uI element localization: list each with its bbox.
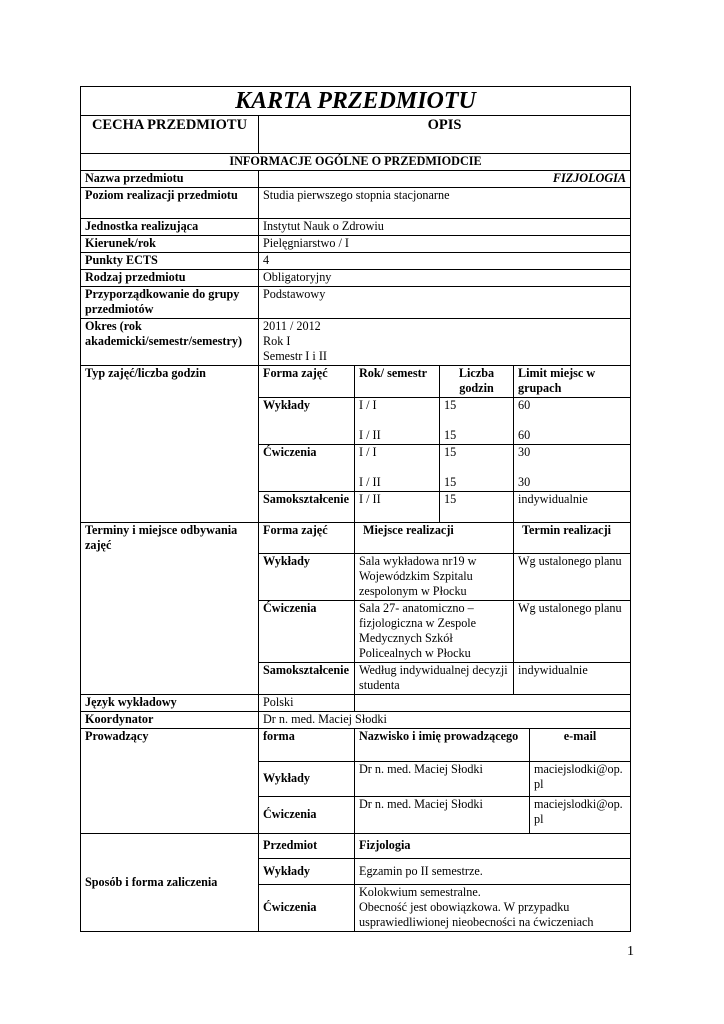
schedule-lectures-place: Sala wykładowa nr19 w Wojewódzkim Szpitalu zespolonym w Płocku — [355, 554, 514, 601]
unit-label: Jednostka realizująca — [81, 219, 259, 236]
language-label: Język wykładowy — [81, 695, 259, 712]
assessment-lectures-value: Egzamin po II semestrze. — [355, 859, 631, 885]
teachers-label: Prowadzący — [81, 729, 259, 834]
type-label: Rodzaj przedmiotu — [81, 270, 259, 287]
teachers-lectures-name: Dr n. med. Maciej Słodki — [355, 762, 530, 797]
assessment-label: Sposób i forma zaliczenia — [81, 834, 259, 932]
schedule-exercises-form: Ćwiczenia — [259, 601, 355, 663]
hours-exercises-year: I / I I / II — [355, 445, 440, 492]
page-number: 1 — [627, 944, 634, 959]
language-value: Polski — [259, 695, 355, 712]
teachers-header-form: forma — [259, 729, 355, 762]
type-value: Obligatoryjny — [259, 270, 631, 287]
schedule-self-term: indywidualnie — [514, 663, 631, 695]
hours-lectures-limit: 60 60 — [514, 398, 631, 445]
period-value — [259, 319, 631, 366]
assessment-exercises-line-2: Obecność jest obowiązkowa. W przypadku usprawiedliwionej nieobecności na ćwiczeniach — [359, 900, 594, 929]
period-label: Okres (rok akademicki/semestr/semestry) — [81, 319, 259, 366]
teachers-lectures-form: Wykłady — [259, 762, 355, 797]
teachers-exercises-form: Ćwiczenia — [259, 797, 355, 834]
page-title: KARTA PRZEDMIOTU — [81, 87, 631, 116]
assessment-exercises-value — [355, 885, 631, 932]
direction-value: Pielęgniarstwo / I — [259, 236, 631, 253]
schedule-self-place: Według indywidualnej decyzji studenta — [355, 663, 514, 695]
hours-lectures-count: 15 15 — [440, 398, 514, 445]
level-value: Studia pierwszego stopnia stacjonarne — [259, 188, 631, 219]
hours-self-form: Samokształcenie — [259, 492, 355, 523]
hours-self-limit: indywidualnie — [514, 492, 631, 523]
period-line-2: Rok I — [263, 334, 291, 348]
period-line-3: Semestr I i II — [263, 349, 327, 363]
assessment-subject-value: Fizjologia — [355, 834, 631, 859]
direction-label: Kierunek/rok — [81, 236, 259, 253]
language-empty — [355, 695, 631, 712]
level-label: Poziom realizacji przedmiotu — [81, 188, 259, 219]
hours-exercises-count: 15 15 — [440, 445, 514, 492]
hours-header-limit: Limit miejsc w grupach — [514, 366, 631, 398]
teachers-exercises-name: Dr n. med. Maciej Słodki — [355, 797, 530, 834]
ects-value: 4 — [259, 253, 631, 270]
schedule-self-form: Samokształcenie — [259, 663, 355, 695]
course-card-table — [80, 86, 631, 932]
teachers-exercises-email[interactable]: maciejslodki@op.pl — [530, 797, 631, 834]
teachers-header-name: Nazwisko i imię prowadzącego — [355, 729, 530, 762]
coordinator-value: Dr n. med. Maciej Słodki — [259, 712, 631, 729]
hours-exercises-form: Ćwiczenia — [259, 445, 355, 492]
header-description: OPIS — [259, 116, 631, 154]
hours-self-year: I / II — [355, 492, 440, 523]
teachers-header-email: e-mail — [530, 729, 631, 762]
hours-header-count: Liczba godzin — [440, 366, 514, 398]
hours-self-count: 15 — [440, 492, 514, 523]
coordinator-label: Koordynator — [81, 712, 259, 729]
course-name-label: Nazwa przedmiotu — [81, 171, 259, 188]
assessment-subject-label: Przedmiot — [259, 834, 355, 859]
schedule-lectures-form: Wykłady — [259, 554, 355, 601]
schedule-lectures-term: Wg ustalonego planu — [514, 554, 631, 601]
assessment-lectures-form: Wykłady — [259, 859, 355, 885]
hours-exercises-limit: 30 30 — [514, 445, 631, 492]
hours-header-year: Rok/ semestr — [355, 366, 440, 398]
hours-lectures-form: Wykłady — [259, 398, 355, 445]
course-name-value: FIZJOLOGIA — [259, 171, 631, 188]
unit-value: Instytut Nauk o Zdrowiu — [259, 219, 631, 236]
assessment-exercises-line-1: Kolokwium semestralne. — [359, 885, 481, 899]
schedule-header-form: Forma zajęć — [259, 523, 355, 554]
schedule-header-place: Miejsce realizacji — [355, 523, 514, 554]
hours-header-form: Forma zajęć — [259, 366, 355, 398]
ects-label: Punkty ECTS — [81, 253, 259, 270]
group-value: Podstawowy — [259, 287, 631, 319]
schedule-exercises-place: Sala 27- anatomiczno – fizjologiczna w Zespole Medycznych Szkół Policealnych w Płocku — [355, 601, 514, 663]
section-general: INFORMACJE OGÓLNE O PRZEDMIODCIE — [81, 154, 631, 171]
schedule-exercises-term: Wg ustalonego planu — [514, 601, 631, 663]
hours-label: Typ zajęć/liczba godzin — [81, 366, 259, 523]
schedule-label: Terminy i miejsce odbywania zajęć — [81, 523, 259, 695]
assessment-exercises-form: Ćwiczenia — [259, 885, 355, 932]
hours-lectures-year: I / I I / II — [355, 398, 440, 445]
period-line-1: 2011 / 2012 — [263, 319, 321, 333]
teachers-lectures-email[interactable]: maciejslodki@op.pl — [530, 762, 631, 797]
header-feature: CECHA PRZEDMIOTU — [81, 116, 259, 154]
group-label: Przyporządkowanie do grupy przedmiotów — [81, 287, 259, 319]
schedule-header-term: Termin realizacji — [514, 523, 631, 554]
